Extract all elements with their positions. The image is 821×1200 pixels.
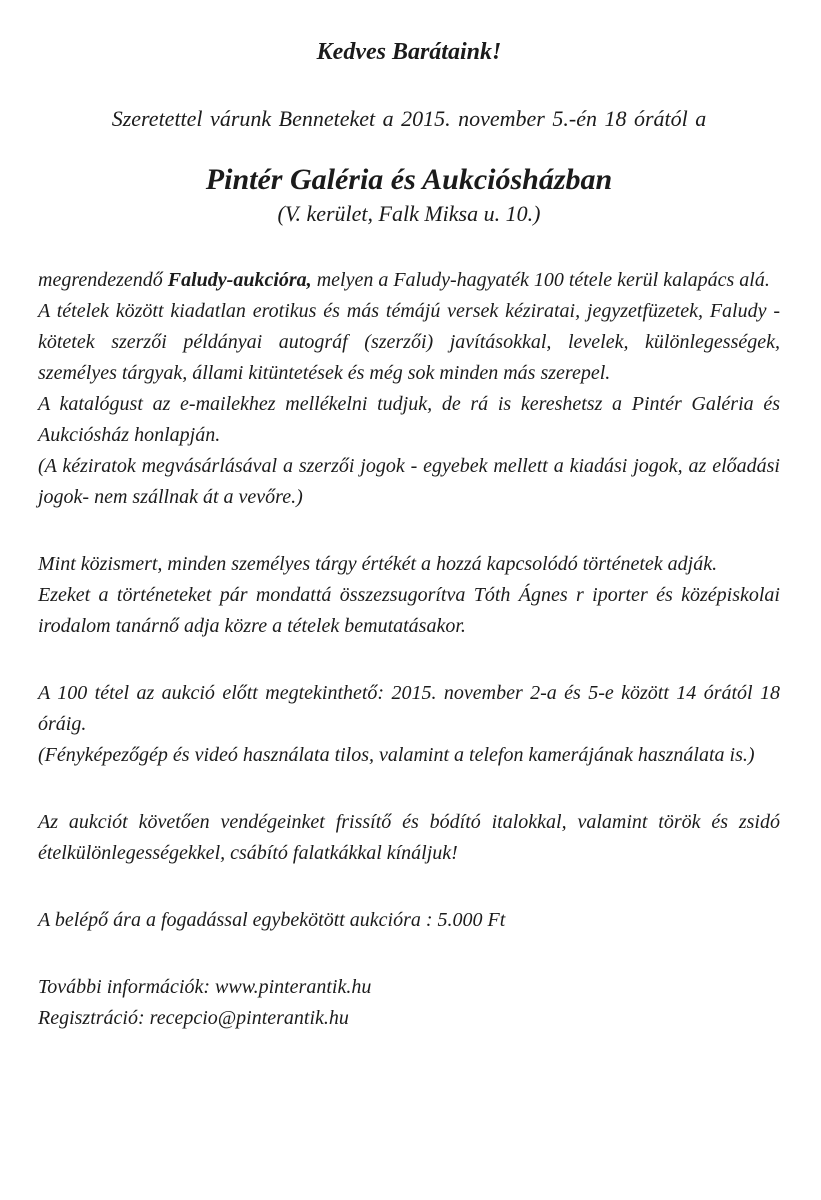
- paragraph-camera-note: (Fényképezőgép és videó használata tilos, valamint a telefon kamerájának használata is.): [38, 744, 755, 766]
- paragraph-auction-intro: [38, 265, 780, 296]
- footer-registration-line: [38, 1003, 780, 1034]
- letter-body: [38, 265, 780, 1034]
- more-info-label: További információk:: [38, 976, 216, 998]
- footer-info-line: [38, 972, 780, 1003]
- auction-intro-pre: megrendezendő: [38, 269, 168, 291]
- auction-intro-post: melyen a Faludy-hagyaték 100 tétele kerül kalapács alá.: [311, 269, 770, 291]
- venue-address: (V. kerület, Falk Miksa u. 10.): [277, 201, 541, 226]
- paragraph-stories-2: Ezeket a történeteket pár mondattá összezsugorítva Tóth Ágnes r iporter és középiskolai irodalom tanárnő adja közre a tételek bemutatásakor.: [38, 584, 780, 637]
- paragraph-items-description: A tételek között kiadatlan erotikus és más témájú versek kéziratai, jegyzetfüzetek, Faludy - kötetek szerzői példányai autográf (szerzői) javításokkal, levelek, különlegességek, személyes tárgyak, állami kitüntetések és még sok minden más szerepel.: [38, 300, 780, 384]
- paragraph-rights-note: (A kéziratok megvásárlásával a szerzői jogok - egyebek mellett a kiadási jogok, az előadási jogok- nem szállnak át a vevőre.): [38, 455, 780, 508]
- greeting-heading: Kedves Barátaink!: [316, 39, 502, 65]
- auction-name-bold: Faludy-aukcióra,: [167, 269, 312, 291]
- paragraph-catalog-info: A katalógust az e-mailekhez mellékelni tudjuk, de rá is kereshetsz a Pintér Galéria és Aukciósház honlapján.: [38, 393, 780, 446]
- registration-email: recepcio@pinterantik.hu: [149, 1007, 349, 1029]
- paragraph-reception-info: Az aukciót követően vendégeinket frissítő és bódító italokkal, valamint török és zsidó ételkülönlegességekkel, csábító falatkákkal kínáljuk!: [38, 811, 780, 864]
- registration-label: Regisztráció:: [38, 1007, 150, 1029]
- venue-name: Pintér Galéria és Aukciósházban: [205, 163, 613, 196]
- website-url: www.pinterantik.hu: [215, 976, 372, 998]
- paragraph-stories-1: Mint közismert, minden személyes tárgy értékét a hozzá kapcsolódó történetek adják.: [38, 553, 718, 575]
- paragraph-viewing-info: A 100 tétel az aukció előtt megtekinthető: 2015. november 2-a és 5-e között 14 órától 18 óráig.: [38, 682, 780, 735]
- intro-line: Szeretettel várunk Benneteket a 2015. november 5.-én 18 órától a: [111, 106, 707, 131]
- paragraph-ticket-price: A belépő ára a fogadással egybekötött aukcióra : 5.000 Ft: [38, 909, 506, 931]
